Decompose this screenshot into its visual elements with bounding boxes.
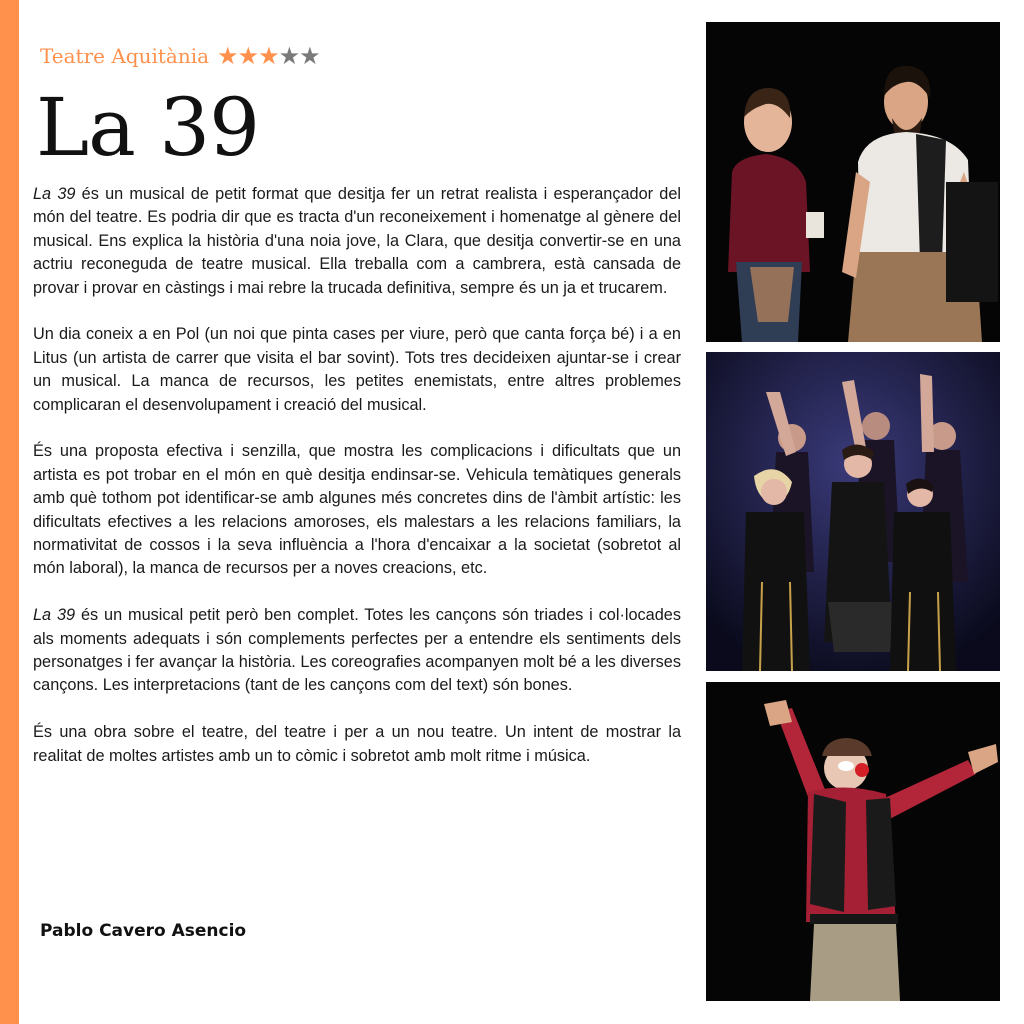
article-paragraph: És una obra sobre el teatre, del teatre i per a un nou teatre. Un intent de mostrar la realitat de moltes artistes amb un to còmic i sobretot amb molt ritme i música. — [33, 723, 681, 765]
stage-photo-duo — [706, 22, 1000, 342]
star-icon: ★ — [217, 42, 238, 70]
paragraph-text: és un musical de petit format que desitja fer un retrat realista i esperançador del món del teatre. Es podria dir que es tracta d'un reconeixement i homenatge al gènere del musical. Ens explica la història d'una noia jove, la Clara, que desitja convertir-se en una actriu reconeguda de teatre musical. Ella treballa com a cambrera, està cansada de provar i provar en càstings i mai rebre la trucada definitiva, sempre és un ja et trucarem. — [33, 185, 681, 297]
star-icon: ★ — [237, 42, 259, 70]
author-name: Pablo Cavero Asencio — [40, 921, 247, 941]
paragraph-text: és un musical petit però ben complet. Totes les cançons són triades i col·locades als moments adequats i són complements perfectes per a entendre els sentiments dels personatges i fer avançar la història. Les coreografies acompanyen molt bé a les diverses cançons. Les interpretacions (tant de les cançons com del text) són bones. — [33, 606, 681, 695]
star-rating — [217, 44, 320, 68]
venue-header — [40, 44, 320, 68]
show-title-inline: La 39 — [33, 606, 76, 625]
accent-bar — [0, 0, 19, 1024]
stage-photo-clown — [706, 682, 1000, 1001]
article-paragraph: Un dia coneix a en Pol (un noi que pinta cases per viure, però que canta força bé) i a en Litus (un artista de carrer que visita el bar sovint). Tots tres decideixen ajuntar-se i crear un musical. La manca de recursos, les petites enemistats, entre altres problemes complicaran el desenvolupament i creació del musical. — [33, 325, 681, 414]
venue-name: Teatre Aquitània — [40, 44, 210, 68]
star-icon: ★ — [258, 42, 279, 70]
article-body — [33, 183, 681, 791]
article-paragraph — [33, 183, 681, 300]
star-icon: ★ — [278, 42, 300, 70]
stage-photo-ensemble — [706, 352, 1000, 671]
star-icon: ★ — [299, 42, 320, 70]
article-paragraph: És una proposta efectiva i senzilla, que mostra les complicacions i dificultats que un artista es pot trobar en el món en què desitja endinsar-se. Vehicula temàtiques generals amb què tothom pot identificar-se amb algunes més concretes dins de l'àmbit artístic: les dificultats efectives a les relacions amoroses, els malestars a les relacions familiars, la normativitat de cossos i la seva influència a l'hora d'encaixar a la societat (sobretot al món laboral), la manca de recursos per a noves creacions, etc. — [33, 442, 681, 578]
page-title: La 39 — [36, 81, 260, 174]
show-title-inline: La 39 — [33, 185, 76, 203]
article-paragraph — [33, 604, 681, 698]
